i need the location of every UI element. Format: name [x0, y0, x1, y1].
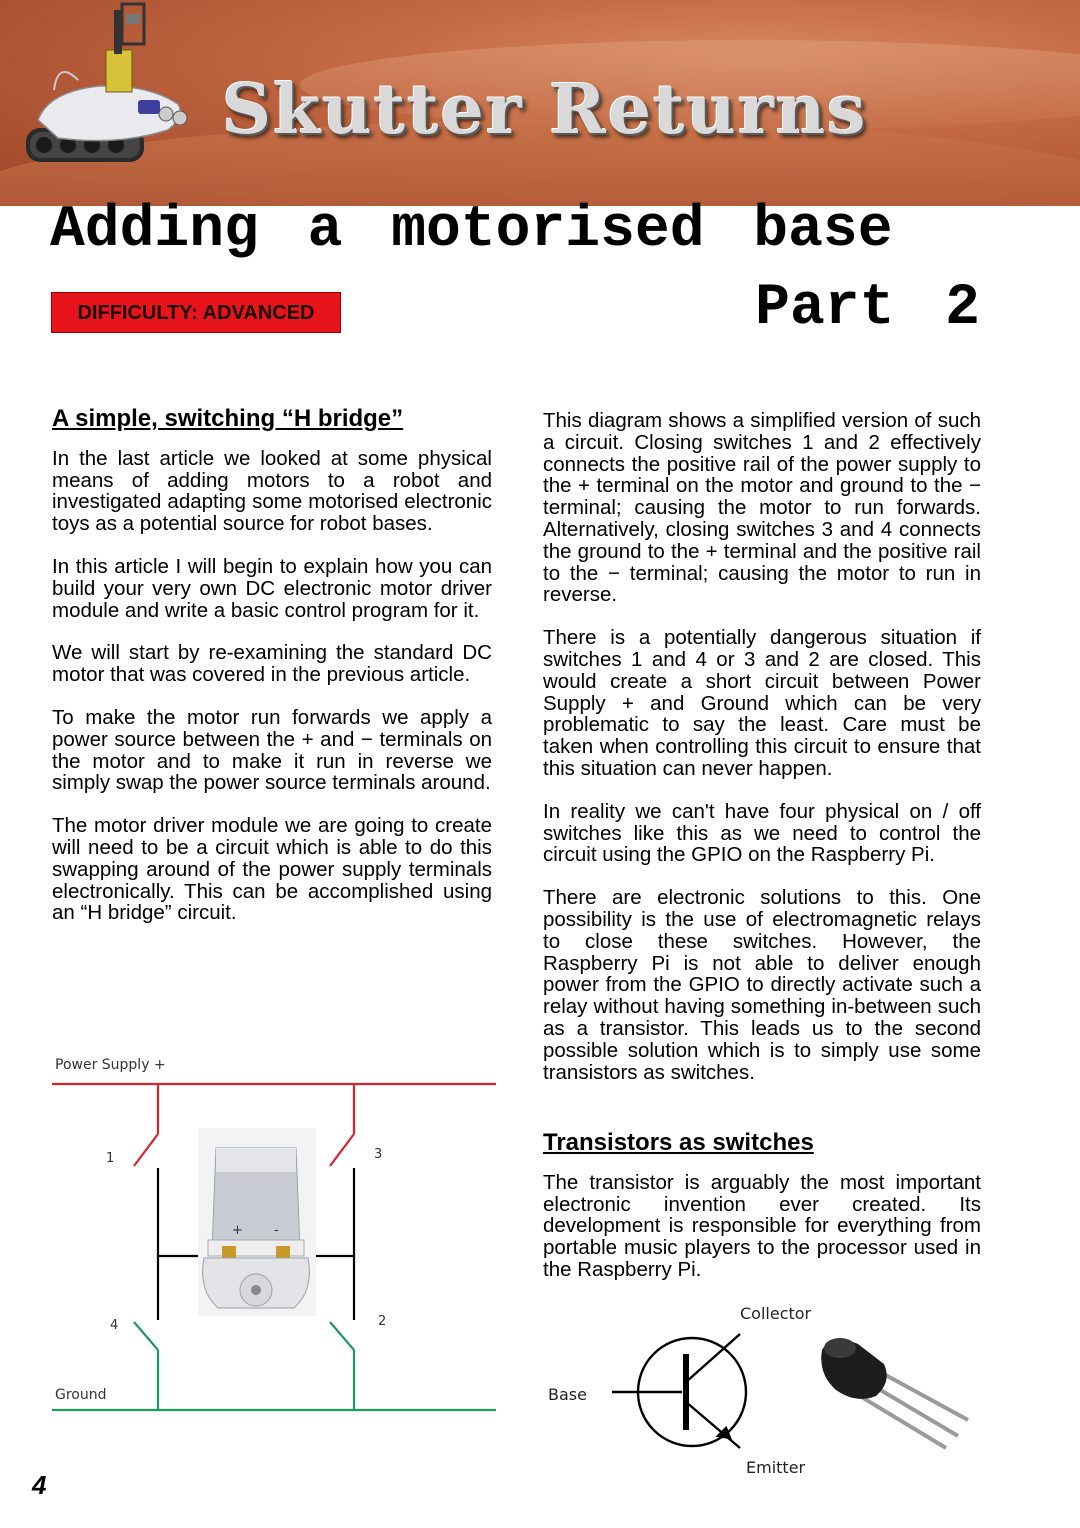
right-column [543, 410, 981, 1104]
transistors-section [543, 1129, 981, 1281]
paragraph: The motor driver module we are going to create will need to be a circuit which is able to do this swapping around of the power supply terminals electronically. This can be accomplished using an “H bridge” circuit. [52, 814, 492, 925]
paragraph: In the last article we looked at some physical means of adding motors to a robot and investigated adapting some motorised electronic toys as a potential source for robot bases. [52, 446, 492, 536]
paragraph: There are electronic solutions to this. One possibility is the use of electromagnetic relays to close these switches. However, the Raspberry Pi is not able to deliver enough power from the GPIO to directly activate such a relay without having something in-between such as a transistor. This leads us to the second possible solution which is to simply use some transistors as switches. [543, 886, 981, 1084]
section-heading-transistors: Transistors as switches [543, 1129, 814, 1156]
motor-minus-terminal: - [274, 1223, 279, 1238]
article-title: Adding a motorised base [50, 198, 893, 263]
paragraph: The transistor is arguably the most important electronic invention ever created. Its development is responsible for everything from portable music players to the processor used in the Raspberry Pi. [543, 1170, 981, 1281]
motor-plus-terminal: + [232, 1223, 243, 1238]
switch-3-label: 3 [374, 1147, 383, 1162]
emitter-label: Emitter [746, 1458, 806, 1477]
dc-motor-image [198, 1128, 316, 1316]
transistor-diagram [540, 1298, 980, 1480]
left-column [52, 405, 492, 945]
base-label: Base [548, 1385, 587, 1404]
paragraph: To make the motor run forwards we apply a power source between the + and − terminals on the motor and to make it run in reverse we simply swap the power source terminals around. [52, 705, 492, 795]
ground-rail [52, 1322, 496, 1410]
page-number: 4 [32, 1470, 47, 1500]
difficulty-badge: DIFFICULTY: ADVANCED [51, 292, 341, 333]
paragraph: In reality we can't have four physical on / off switches like this as we need to control the circuit using the GPIO on the Raspberry Pi. [543, 799, 981, 867]
paragraph: This diagram shows a simplified version of such a circuit. Closing switches 1 and 2 effectively connects the positive rail of the power supply to the + terminal on the motor and ground to the − terminal; causing the motor to run forwards. Alternatively, closing switches 3 and 4 connects the ground to the + terminal and the positive rail to the − terminal; causing the motor to run in reverse. [543, 409, 981, 607]
switch-4-label: 4 [110, 1318, 119, 1333]
switch-2-label: 2 [378, 1314, 387, 1329]
paragraph: In this article I will begin to explain how you can build your very own DC electronic motor driver module and write a basic control program for it. [52, 554, 492, 622]
ground-label: Ground [55, 1387, 107, 1403]
power-supply-label: Power Supply + [55, 1057, 166, 1073]
h-bridge-diagram [48, 1050, 504, 1420]
part-number: Part 2 [755, 276, 980, 341]
transistor-photo [821, 1338, 968, 1448]
robot-rover-image [18, 0, 208, 205]
header-banner [0, 0, 1080, 206]
paragraph: There is a potentially dangerous situation if switches 1 and 4 or 3 and 2 are closed. This would create a short circuit between Power Supply + and Ground which can be very problematic to say the least. Care must be taken when controlling this circuit to ensure that this situation can never happen. [543, 626, 981, 780]
switch-1-label: 1 [106, 1151, 115, 1166]
banner-title: Skutter Returns [222, 70, 868, 150]
npn-transistor-symbol [612, 1334, 746, 1448]
section-heading-h-bridge: A simple, switching “H bridge” [52, 405, 404, 432]
paragraph: We will start by re-examining the standard DC motor that was covered in the previous article. [52, 641, 492, 687]
collector-label: Collector [740, 1304, 812, 1323]
